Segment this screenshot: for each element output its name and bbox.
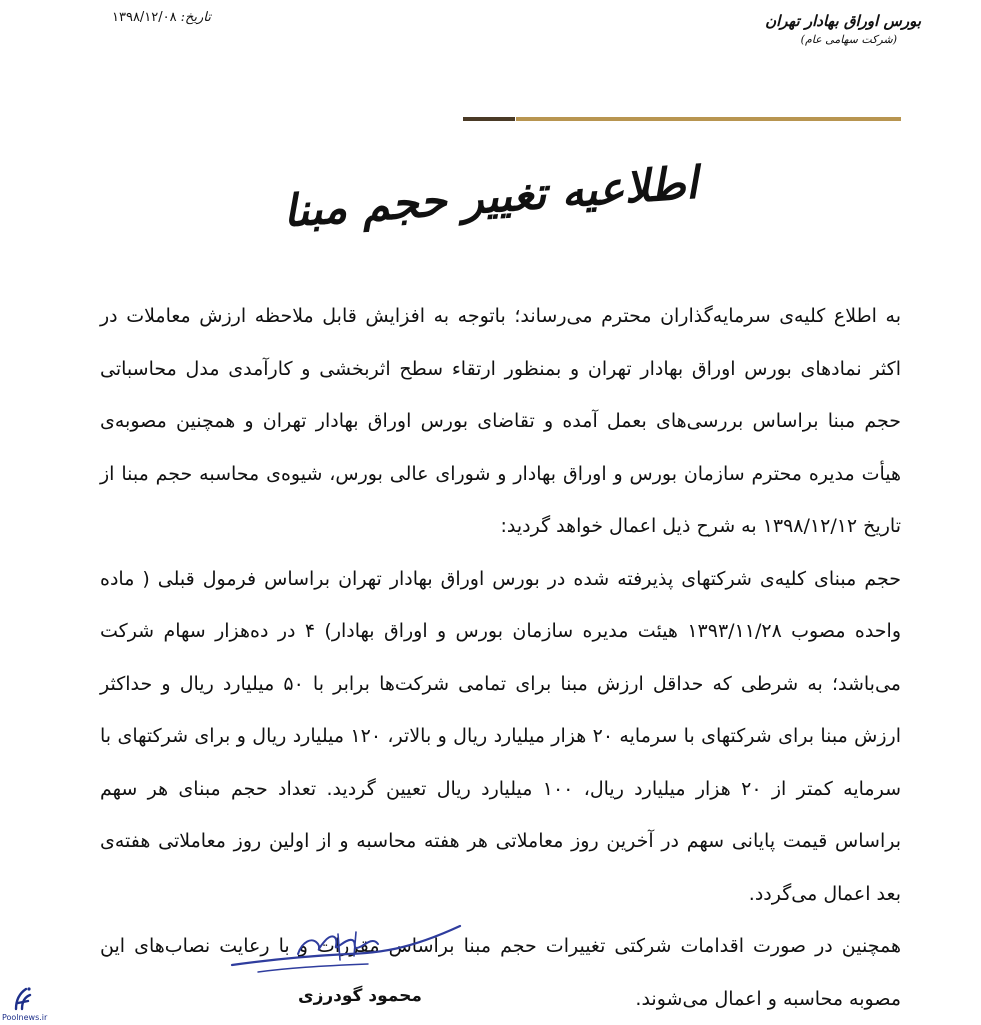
header-rule xyxy=(0,117,981,121)
body-paragraph: به اطلاع کلیه‌ی سرمایه‌گذاران محترم می‌رساند؛ باتوجه به افزایش قابل ملاحظه ارزش معاملات در اکثر نمادهای بورس اوراق بهادار تهران و بمنظور ارتقاء سطح اثربخشی و کارآمدی مدل محاسباتی حجم مبنا براساس بررسی‌های بعمل آمده و تقاضای بورس اوراق بهادار تهران و همچنین مصوبه‌ی هیأت مدیره محترم سازمان بورس و اوراق بهادار و شورای عالی بورس، شیوه‌ی محاسبه حجم مبنا از تاریخ ۱۳۹۸/۱۲/۱۲ به شرح ذیل اعمال خواهد گردید: xyxy=(100,305,901,537)
body-paragraph: حجم مبنای کلیه‌ی شرکتهای پذیرفته شده در بورس اوراق بهادار تهران براساس فرمول قبلی ( ماده واحده مصوب ۱۳۹۳/۱۱/۲۸ هیئت مدیره سازمان بورس و اوراق بهادار) ۴ در ده‌هزار سهام شرکت می‌باشد؛ به شرطی که حداقل ارزش مبنا برای تمامی شرکت‌ها برابر با ۵۰ میلیارد ریال و حداکثر ارزش مبنا برای شرکتهای با سرمایه ۲۰ هزار میلیارد ریال و بالاتر، ۱۲۰ میلیارد ریال و برای شرکتهای با سرمایه کمتر از ۲۰ هزار میلیارد ریال، ۱۰۰ میلیارد ریال تعیین گردید. تعداد حجم مبنای هر سهم براساس قیمت پایانی سهم در آخرین روز معاملاتی هر هفته محاسبه و از اولین روز معاملاتی هفته‌ی بعد اعمال می‌گردد. xyxy=(100,567,902,905)
signature-scribble xyxy=(228,920,468,980)
date-label: تاریخ: xyxy=(180,10,211,25)
body-paragraph: همچنین در صورت اقدامات شرکتی تغییرات حجم مبنا براساس مقررات و با رعایت نصاب‌های این مصوبه محاسبه و اعمال می‌شوند. xyxy=(100,935,901,1010)
date-value: ۱۳۹۸/۱۲/۰۸ xyxy=(112,10,177,25)
notice-body xyxy=(100,290,901,1025)
org-name: بورس اوراق بهادار تهران xyxy=(765,12,921,30)
letter-date xyxy=(112,10,211,25)
watermark xyxy=(2,985,46,1023)
watermark-logo-icon xyxy=(12,985,34,1011)
notice-title: اطلاعیه تغییر حجم مبنا xyxy=(281,157,700,238)
signer-name: محمود گودرزی xyxy=(298,986,422,1006)
org-subtitle: (شرکت سهامی عام) xyxy=(800,33,897,46)
header-rule-gold xyxy=(516,117,901,121)
watermark-site: Poolnews.ir xyxy=(2,1013,48,1022)
letterhead-org xyxy=(765,10,921,48)
header-rule-brown xyxy=(463,117,515,121)
